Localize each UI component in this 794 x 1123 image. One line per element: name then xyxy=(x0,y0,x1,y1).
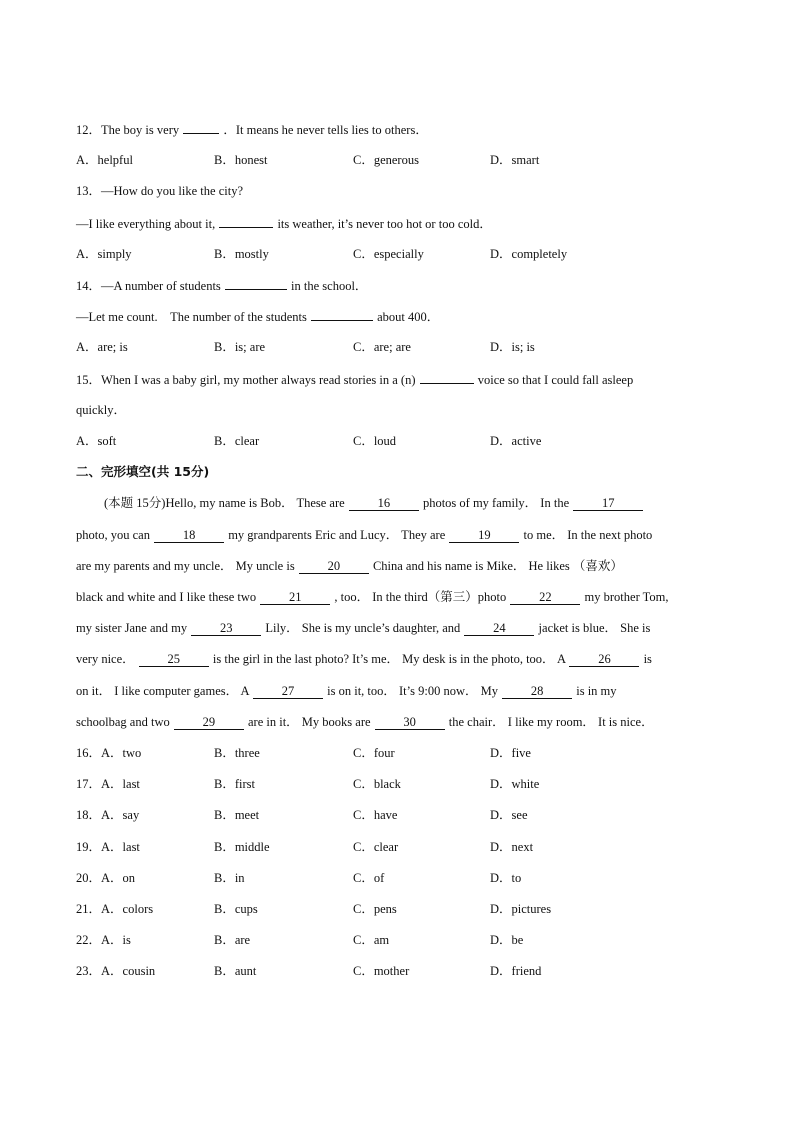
choice-row-16 xyxy=(76,743,726,763)
question-15-stem-2 xyxy=(76,400,726,420)
option-c: C．four xyxy=(353,746,395,760)
passage-line-4 xyxy=(76,587,726,607)
q15-stem-1b: voice so that I could fall asleep xyxy=(477,373,634,387)
q13-stem-1: 13．—How do you like the city? xyxy=(76,184,243,198)
option-d: D．white xyxy=(490,777,540,791)
choice-row-22 xyxy=(76,930,726,950)
choice-row-19 xyxy=(76,837,726,857)
passage-text: my grandparents Eric and Lucy． They are xyxy=(228,528,446,542)
choice-row-21 xyxy=(76,899,726,919)
q13-stem-2b: its weather, it’s never too hot or too cold． xyxy=(277,217,492,231)
passage-text: black and white and I like these two xyxy=(76,590,257,604)
option-d: D．friend xyxy=(490,964,542,978)
option-a: 19．A．last xyxy=(76,840,140,854)
passage-line-7 xyxy=(76,681,726,701)
answer-blank xyxy=(311,306,373,321)
q12-stem-b: ．It means he never tells lies to others． xyxy=(223,123,428,137)
option-d: D．completely xyxy=(490,247,568,261)
blank-29: 29 xyxy=(174,715,244,730)
blank-16: 16 xyxy=(349,496,419,511)
passage-text: , too． In the third（第三）photo xyxy=(334,590,507,604)
passage-line-3 xyxy=(76,556,726,576)
blank-27: 27 xyxy=(253,684,323,699)
question-12-options xyxy=(76,150,726,170)
q14-stem-2a: —Let me count. The number of the students xyxy=(76,310,307,324)
blank-23: 23 xyxy=(191,621,261,636)
passage-text: to me． In the next photo xyxy=(523,528,653,542)
answer-blank xyxy=(225,275,287,290)
blank-19: 19 xyxy=(449,528,519,543)
passage-text: are in it． My books are xyxy=(247,715,371,729)
option-a: A．simply xyxy=(76,247,132,261)
option-c: C．are; are xyxy=(353,340,411,354)
option-b: B．honest xyxy=(214,153,268,167)
option-d: D．to xyxy=(490,871,522,885)
option-c: C．generous xyxy=(353,153,419,167)
option-b: B．mostly xyxy=(214,247,269,261)
passage-line-6 xyxy=(76,649,726,669)
option-d: D．five xyxy=(490,746,531,760)
blank-18: 18 xyxy=(154,528,224,543)
blank-20: 20 xyxy=(299,559,369,574)
passage-text: on it． I like computer games． A xyxy=(76,684,249,698)
passage-line-2 xyxy=(76,525,726,545)
option-b: B．is; are xyxy=(214,340,266,354)
option-d: D．is; is xyxy=(490,340,535,354)
option-a: A．soft xyxy=(76,434,117,448)
answer-blank xyxy=(183,119,219,134)
blank-26: 26 xyxy=(569,652,639,667)
q15-stem-1a: 15．When I was a baby girl, my mother always read stories in a (n) xyxy=(76,373,416,387)
option-a: A．helpful xyxy=(76,153,133,167)
blank-22: 22 xyxy=(510,590,580,605)
blank-24: 24 xyxy=(464,621,534,636)
option-a: 18．A．say xyxy=(76,808,140,822)
option-c: C．have xyxy=(353,808,398,822)
option-a: A．are; is xyxy=(76,340,128,354)
option-b: B．first xyxy=(214,777,255,791)
option-c: C．especially xyxy=(353,247,424,261)
option-c: C．of xyxy=(353,871,385,885)
blank-30: 30 xyxy=(375,715,445,730)
answer-blank xyxy=(219,213,273,228)
choice-row-23 xyxy=(76,961,726,981)
option-d: D．next xyxy=(490,840,534,854)
passage-text: is on it, too． It’s 9:00 now． My xyxy=(327,684,498,698)
option-b: B．aunt xyxy=(214,964,257,978)
option-d: D．smart xyxy=(490,153,540,167)
question-13-stem-2 xyxy=(76,213,726,233)
option-b: B．middle xyxy=(214,840,270,854)
passage-text: the chair． I like my room． It is nice． xyxy=(448,715,654,729)
q14-stem-1b: in the school． xyxy=(291,279,368,293)
choice-row-20 xyxy=(76,868,726,888)
option-a: 17．A．last xyxy=(76,777,140,791)
option-b: B．clear xyxy=(214,434,260,448)
option-d: D．pictures xyxy=(490,902,552,916)
choice-row-18 xyxy=(76,805,726,825)
passage-text: my sister Jane and my xyxy=(76,621,188,635)
choice-row-17 xyxy=(76,774,726,794)
q14-stem-1a: 14．—A number of students xyxy=(76,279,221,293)
option-b: B．three xyxy=(214,746,260,760)
option-b: B．cups xyxy=(214,902,258,916)
passage-text: photo, you can xyxy=(76,528,150,542)
option-a: 22．A．is xyxy=(76,933,131,947)
option-a: 16．A．two xyxy=(76,746,142,760)
q12-stem-a: 12．The boy is very xyxy=(76,123,180,137)
option-c: C．black xyxy=(353,777,401,791)
q13-stem-2a: —I like everything about it, xyxy=(76,217,216,231)
question-13-stem-1 xyxy=(76,181,726,201)
blank-25: 25 xyxy=(139,652,209,667)
option-c: C．loud xyxy=(353,434,397,448)
passage-text: are my parents and my uncle． My uncle is xyxy=(76,559,295,573)
passage-text: is the girl in the last photo? It’s me． My desk is in the photo, too． A xyxy=(212,652,566,666)
passage-text: is xyxy=(643,652,652,666)
question-15-stem-1 xyxy=(76,369,726,389)
passage-text: jacket is blue． She is xyxy=(538,621,651,635)
option-c: C．pens xyxy=(353,902,397,916)
question-14-stem-2 xyxy=(76,306,726,326)
answer-blank xyxy=(420,369,474,384)
question-14-options xyxy=(76,337,726,357)
q15-stem-2: quickly． xyxy=(76,403,126,417)
passage-text: very nice． xyxy=(76,652,135,666)
question-15-options xyxy=(76,431,726,451)
passage-line-5 xyxy=(76,618,726,638)
passage-text: schoolbag and two xyxy=(76,715,170,729)
passage-text: photos of my family． In the xyxy=(422,496,570,510)
option-d: D．be xyxy=(490,933,524,947)
blank-21: 21 xyxy=(260,590,330,605)
option-c: C．mother xyxy=(353,964,410,978)
passage-text: Lily． She is my uncle’s daughter, and xyxy=(265,621,461,635)
passage-text: is in my xyxy=(576,684,617,698)
blank-28: 28 xyxy=(502,684,572,699)
passage-line-8 xyxy=(76,712,726,732)
passage-line-1 xyxy=(104,493,726,513)
option-c: C．clear xyxy=(353,840,399,854)
option-d: D．active xyxy=(490,434,542,448)
option-b: B．in xyxy=(214,871,245,885)
question-14-stem-1 xyxy=(76,275,726,295)
option-a: 20．A．on xyxy=(76,871,136,885)
option-b: B．meet xyxy=(214,808,260,822)
question-13-options xyxy=(76,244,726,264)
option-a: 23．A．cousin xyxy=(76,964,156,978)
section-title: 二、完形填空(共 15分) xyxy=(76,464,210,479)
option-b: B．are xyxy=(214,933,251,947)
question-12-stem xyxy=(76,119,726,139)
blank-17: 17 xyxy=(573,496,643,511)
passage-text: (本题 15分)Hello, my name is Bob． These are xyxy=(104,496,345,510)
q14-stem-2b: about 400． xyxy=(377,310,440,324)
passage-text: my brother Tom, xyxy=(584,590,669,604)
option-d: D．see xyxy=(490,808,528,822)
passage-text: China and his name is Mike． He likes （喜欢） xyxy=(372,559,623,573)
option-a: 21．A．colors xyxy=(76,902,154,916)
option-c: C．am xyxy=(353,933,390,947)
